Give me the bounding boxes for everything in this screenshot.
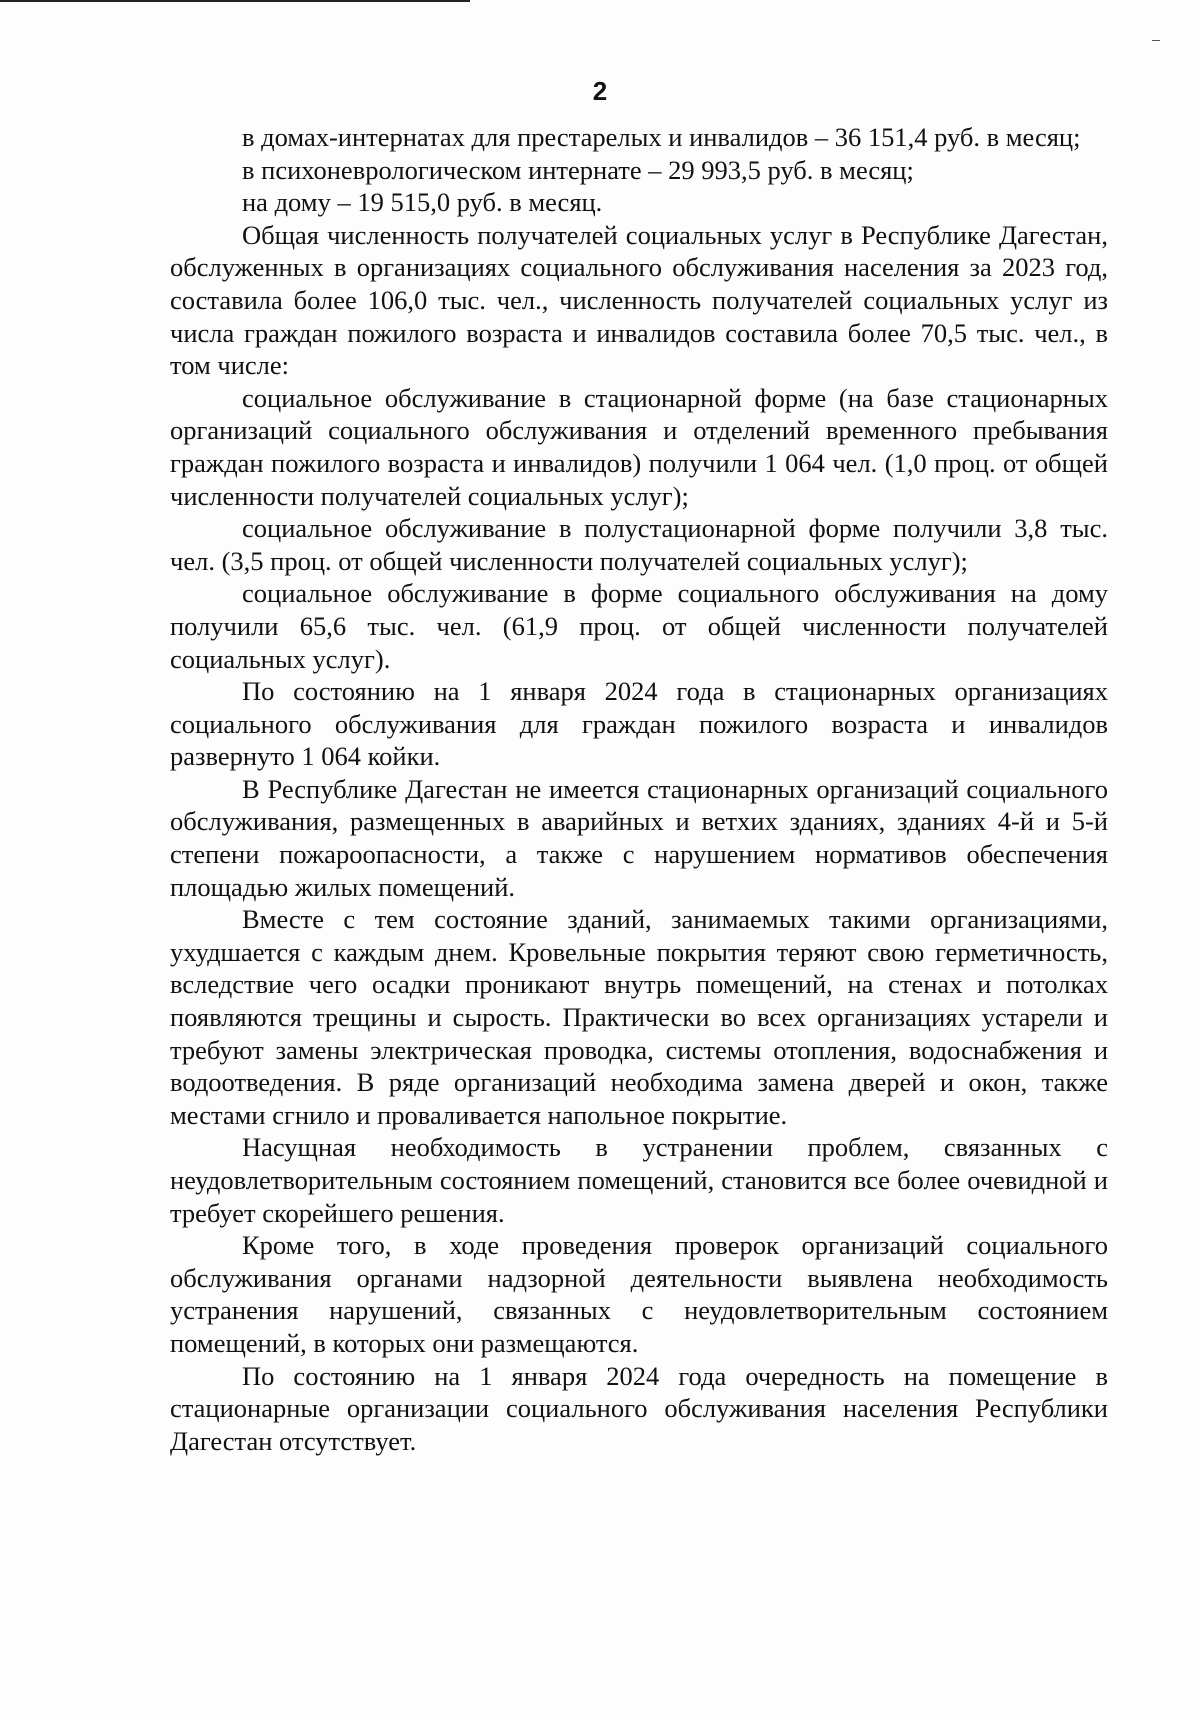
scan-mark: [1152, 40, 1160, 41]
paragraph: В Республике Дагестан не имеется стационарных организаций социального обслуживания, размещенных в аварийных и ветхих зданиях, зданиях 4-й и 5-й степени пожароопасности, а также с нарушением нормативов обеспечения площадью жилых помещений.: [170, 773, 1108, 902]
paragraph: социальное обслуживание в полустационарной форме получили 3,8 тыс. чел. (3,5 проц. от общей численности получателей социальных услуг);: [170, 513, 1108, 576]
paragraph: Общая численность получателей социальных услуг в Республике Дагестан, обслуженных в организациях социального обслуживания населения за 2023 год, составила более 106,0 тыс. чел., численность получателей социальных услуг из числа граждан пожилого возраста и инвалидов составила более 70,5 тыс. чел., в том числе:: [170, 219, 1108, 381]
paragraph: на дому – 19 515,0 руб. в месяц.: [242, 187, 603, 218]
document-body: [170, 121, 1108, 1457]
paragraph: По состоянию на 1 января 2024 года в стационарных организациях социального обслуживания для граждан пожилого возраста и инвалидов развернуто 1 064 койки.: [170, 676, 1108, 772]
scan-edge-line: [0, 0, 470, 2]
paragraph: в домах-интернатах для престарелых и инвалидов – 36 151,4 руб. в месяц;: [242, 122, 1081, 152]
paragraph: По состоянию на 1 января 2024 года очередность на помещение в стационарные организации социального обслуживания населения Республики Дагестан отсутствует.: [170, 1360, 1108, 1456]
paragraph: социальное обслуживание в форме социального обслуживания на дому получили 65,6 тыс. чел. (61,9 проц. от общей численности получателей социальных услуг).: [170, 578, 1108, 674]
paragraph: Вместе с тем состояние зданий, занимаемых такими организациями, ухудшается с каждым днем. Кровельные покрытия теряют свою герметичность, вследствие чего осадки проникают внутрь помещений, на стенах и потолках появляются трещины и сырость. Практически во всех организациях устарели и требуют замены электрическая проводка, системы отопления, водоснабжения и водоотведения. В ряде организаций необходима замена дверей и окон, также местами сгнило и проваливается напольное покрытие.: [170, 904, 1108, 1130]
paragraph: социальное обслуживание в стационарной форме (на базе стационарных организаций социального обслуживания и отделений временного пребывания граждан пожилого возраста и инвалидов) получили 1 064 чел. (1,0 проц. от общей численности получателей социальных услуг);: [170, 382, 1108, 511]
page-number: 2: [592, 76, 608, 106]
paragraph: Кроме того, в ходе проведения проверок организаций социального обслуживания органами надзорной деятельности выявлена необходимость устранения нарушений, связанных с неудовлетворительным состоянием помещений, в которых они размещаются.: [170, 1230, 1108, 1358]
paragraph: Насущная необходимость в устранении проблем, связанных с неудовлетворительным состоянием помещений, становится все более очевидной и требует скорейшего решения.: [170, 1132, 1108, 1228]
paragraph: в психоневрологическом интернате – 29 993,5 руб. в месяц;: [242, 154, 914, 185]
